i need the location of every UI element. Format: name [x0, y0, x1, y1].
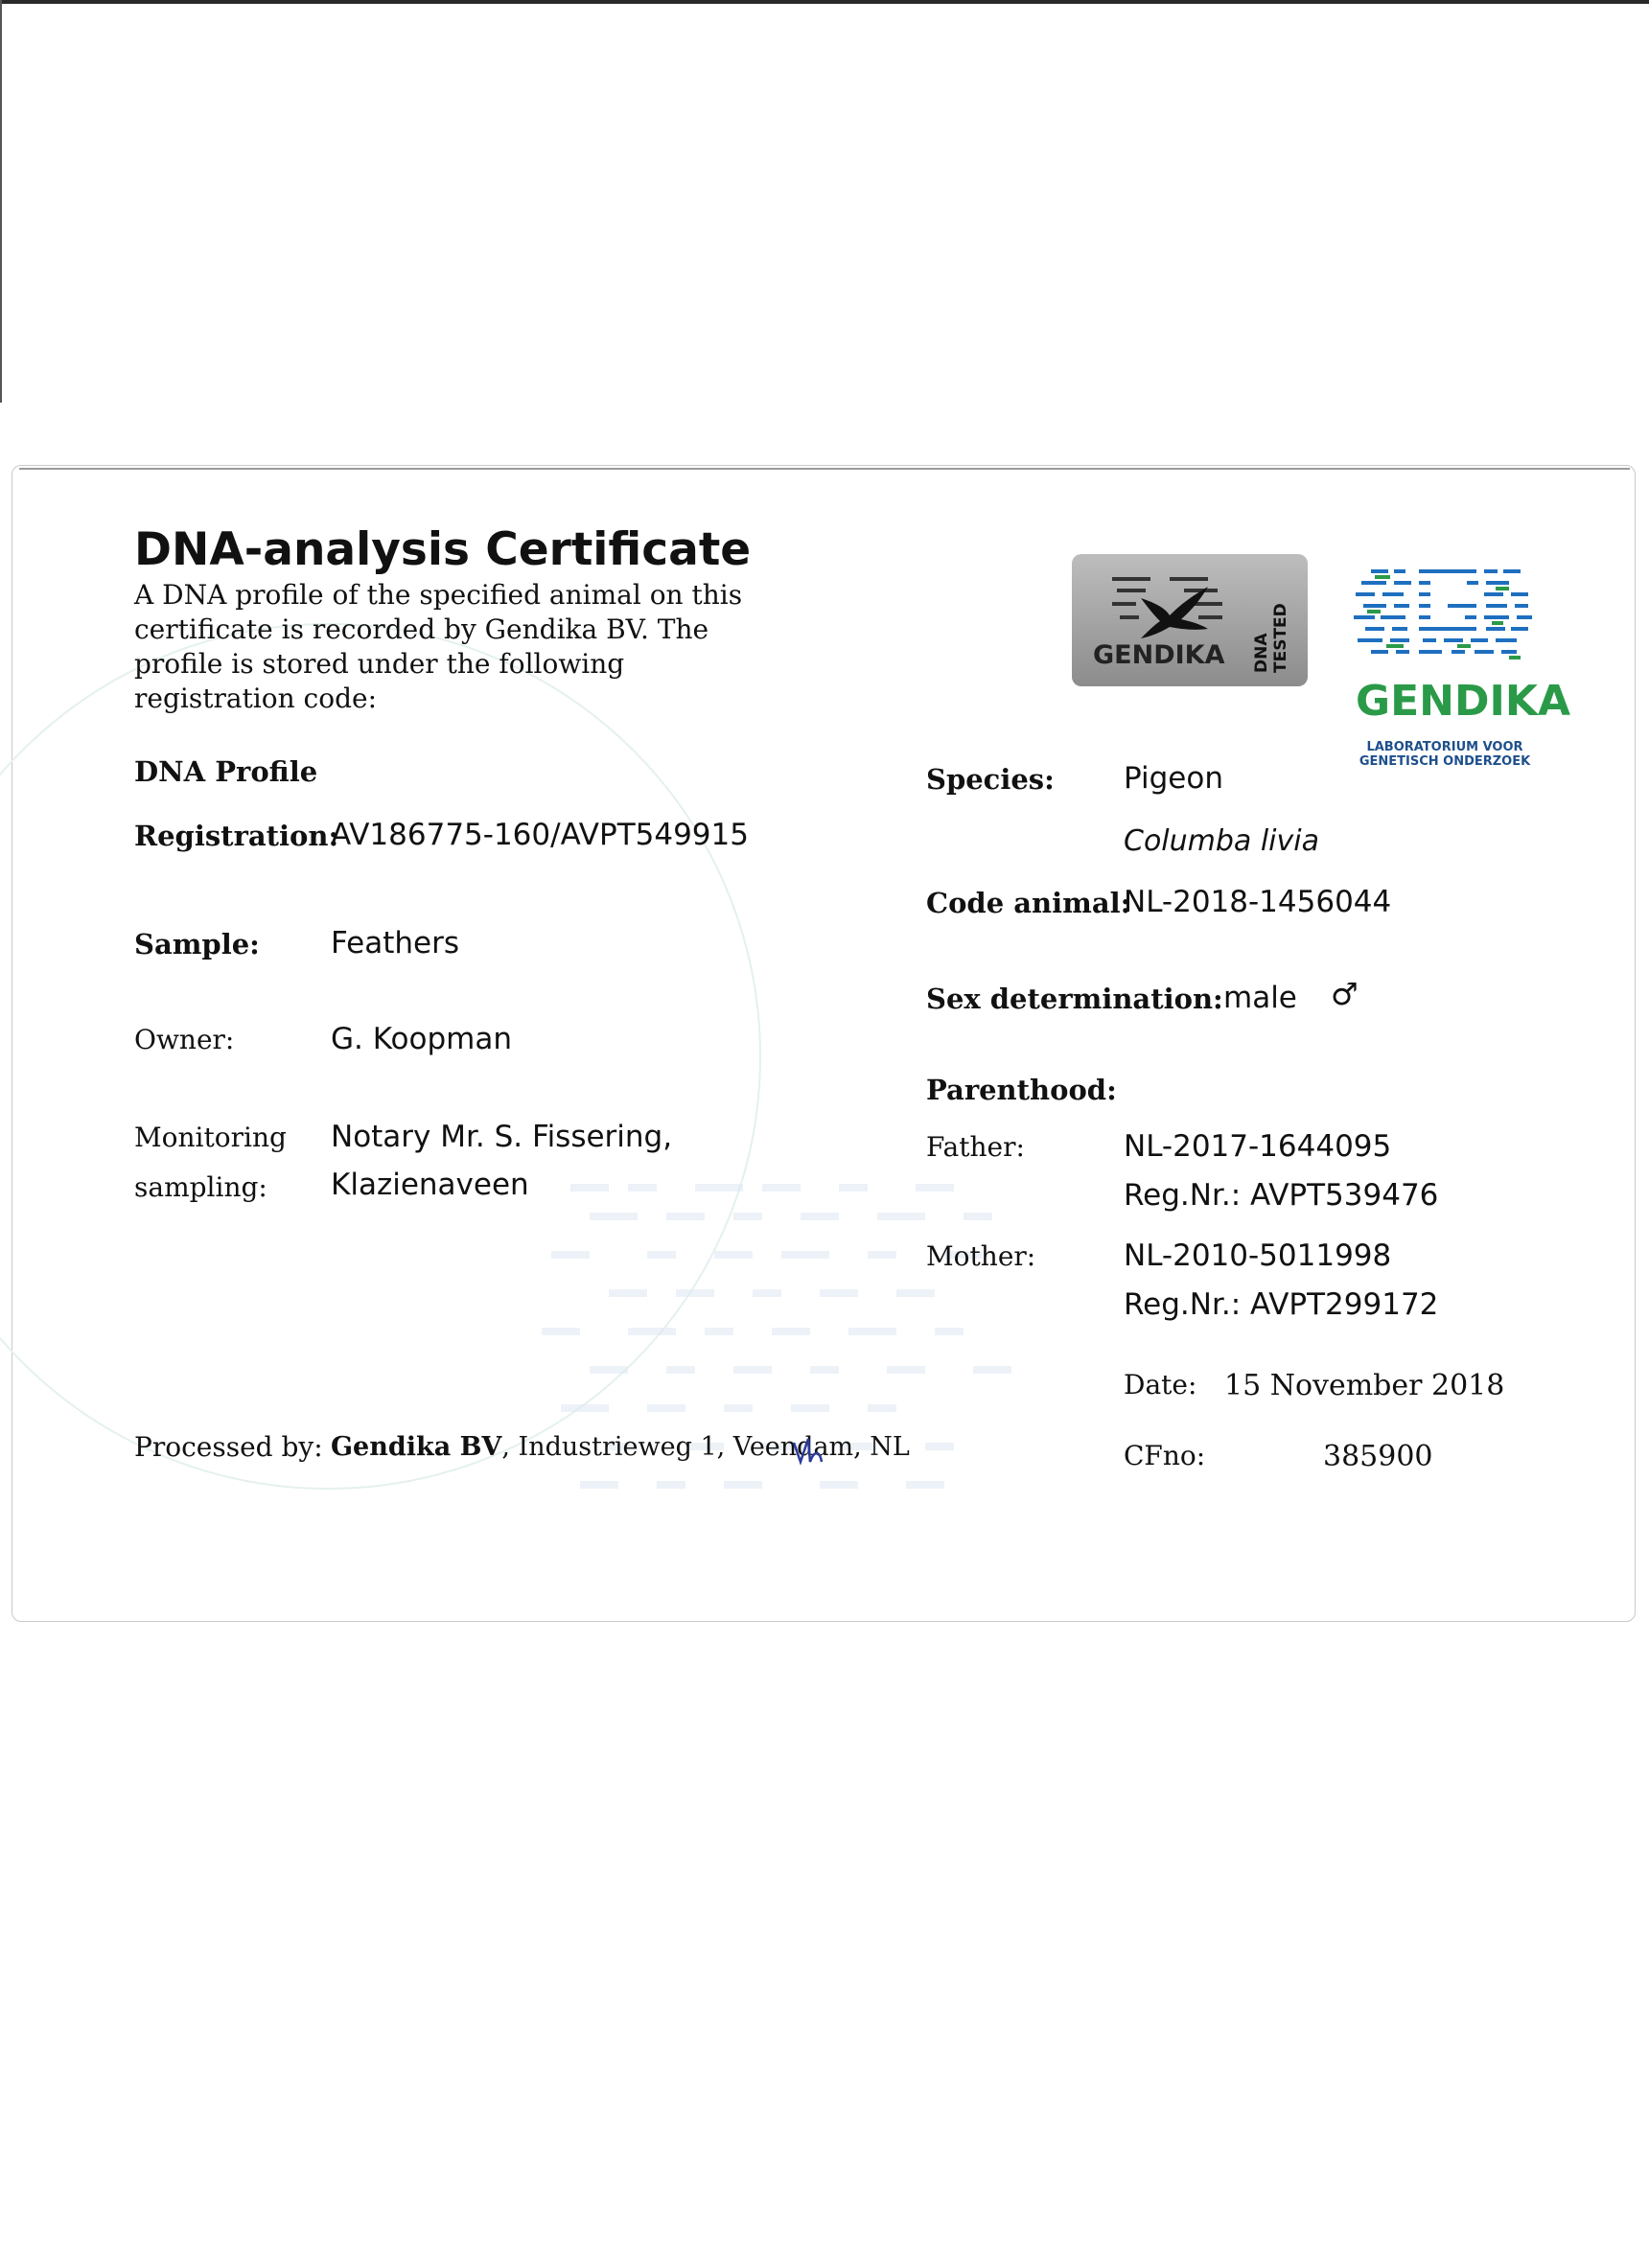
- gendika-logo-name: GENDIKA: [1356, 677, 1571, 726]
- registration-label: Registration:: [134, 820, 339, 852]
- mother-label: Mother:: [926, 1240, 1036, 1272]
- date-value: 15 November 2018: [1224, 1369, 1505, 1402]
- mother-code: NL-2010-5011998: [1124, 1238, 1392, 1273]
- certificate-title: DNA-analysis Certificate: [134, 523, 752, 576]
- registration-value: AV186775-160/AVPT549915: [331, 818, 749, 852]
- processed-address: , Industrieweg 1, Veendam, NL: [501, 1432, 910, 1462]
- sex-determination-label: Sex determination:: [926, 983, 1223, 1015]
- logo-subtitle-line2: GENETISCH ONDERZOEK: [1359, 754, 1531, 769]
- bird-icon: [1112, 569, 1227, 646]
- species-value: Pigeon: [1124, 761, 1223, 796]
- date-label: Date:: [1124, 1369, 1197, 1400]
- gendika-logo-icon: [1352, 564, 1534, 669]
- badge-gendika-text: GENDIKA: [1093, 640, 1225, 670]
- handwritten-initial: [789, 1433, 848, 1470]
- certificate-intro: A DNA profile of the specified animal on this certificate is recorded by Gendika BV. The profile is stored under the following registration code:: [134, 579, 743, 714]
- cfno-label: CFno:: [1124, 1440, 1206, 1471]
- badge-side-text: DNA TESTED: [1252, 603, 1290, 673]
- cfno-value: 385900: [1323, 1440, 1433, 1473]
- dna-profile-heading: DNA Profile: [134, 755, 318, 788]
- sex-value: male: [1223, 981, 1297, 1015]
- species-label: Species:: [926, 763, 1055, 796]
- badge-dna-tested: [1246, 566, 1290, 679]
- father-label: Father:: [926, 1131, 1025, 1163]
- scan-top-edge: [0, 0, 1649, 4]
- species-latin: Columba livia: [1124, 824, 1319, 858]
- monitoring-value-line2: Klazienaveen: [331, 1168, 529, 1202]
- owner-label: Owner:: [134, 1024, 235, 1055]
- parenthood-label: Parenthood:: [926, 1074, 1117, 1106]
- sample-label: Sample:: [134, 928, 260, 960]
- mother-reg: Reg.Nr.: AVPT299172: [1124, 1287, 1439, 1322]
- processed-company: Gendika BV: [331, 1432, 502, 1462]
- processed-by-label: Processed by:: [134, 1431, 323, 1463]
- monitoring-value-line1: Notary Mr. S. Fissering,: [331, 1120, 673, 1154]
- male-symbol-icon: ♂: [1331, 976, 1359, 1012]
- father-reg: Reg.Nr.: AVPT539476: [1124, 1178, 1439, 1213]
- monitoring-label: Monitoring: [134, 1122, 287, 1153]
- owner-value: G. Koopman: [331, 1022, 512, 1056]
- father-code: NL-2017-1644095: [1124, 1129, 1392, 1164]
- code-animal-value: NL-2018-1456044: [1124, 885, 1392, 919]
- card-top-line: [19, 468, 1630, 470]
- sampling-label: sampling:: [134, 1171, 267, 1203]
- scan-left-edge: [0, 0, 2, 403]
- logo-subtitle-line1: LABORATORIUM VOOR: [1366, 740, 1523, 754]
- code-animal-label: Code animal:: [926, 887, 1131, 919]
- gendika-logo-subtitle: [1356, 740, 1534, 769]
- sample-value: Feathers: [331, 926, 459, 960]
